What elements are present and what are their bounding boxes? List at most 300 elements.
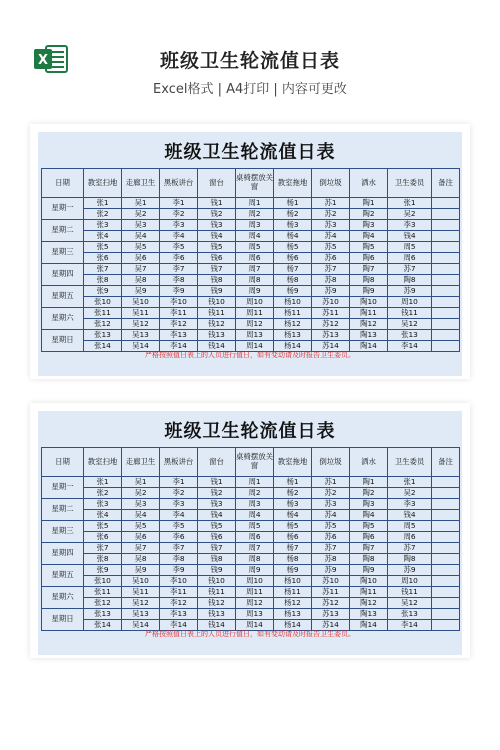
table-cell: 张14 [84, 341, 122, 352]
table-row [42, 510, 460, 521]
table-cell: 杨14 [274, 341, 312, 352]
table-cell: 杨3 [274, 499, 312, 510]
column-header: 黑板讲台 [160, 448, 198, 477]
column-header: 桌椅摆放关窗 [236, 169, 274, 198]
table-cell: 张8 [84, 275, 122, 286]
table-cell: 杨12 [274, 319, 312, 330]
table-cell: 吴2 [122, 488, 160, 499]
table-cell: 陶4 [350, 231, 388, 242]
table-cell: 周1 [236, 198, 274, 209]
column-header: 教室扫地 [84, 169, 122, 198]
table-cell: 李2 [160, 488, 198, 499]
table-cell: 杨1 [274, 477, 312, 488]
table-cell: 杨3 [274, 220, 312, 231]
table-cell: 张13 [388, 330, 432, 341]
table-cell: 周11 [236, 587, 274, 598]
table-cell: 杨1 [274, 198, 312, 209]
table-row [42, 598, 460, 609]
excel-logo-letter: X [37, 53, 49, 68]
table-row [42, 275, 460, 286]
table-cell: 钱5 [198, 242, 236, 253]
table-cell: 苏7 [312, 543, 350, 554]
table-cell: 张11 [84, 587, 122, 598]
day-cell: 星期二 [42, 499, 84, 521]
table-cell: 吴2 [122, 209, 160, 220]
table-cell: 陶3 [350, 499, 388, 510]
table-cell: 周6 [236, 532, 274, 543]
table-cell: 周8 [236, 275, 274, 286]
day-cell: 星期三 [42, 521, 84, 543]
table-cell: 苏9 [388, 565, 432, 576]
table-row [42, 532, 460, 543]
table-cell: 陶10 [350, 576, 388, 587]
table-row [42, 209, 460, 220]
table-cell: 陶8 [388, 554, 432, 565]
table-cell: 李11 [160, 587, 198, 598]
table-cell: 杨5 [274, 242, 312, 253]
table-cell: 杨5 [274, 521, 312, 532]
table-cell: 李2 [160, 209, 198, 220]
table-cell: 吴3 [122, 499, 160, 510]
table-cell: 李13 [160, 609, 198, 620]
table-row [42, 198, 460, 209]
table-cell: 苏3 [312, 220, 350, 231]
table-cell: 杨8 [274, 554, 312, 565]
column-header: 洒水 [350, 448, 388, 477]
table-cell: 周5 [236, 521, 274, 532]
table-cell: 李14 [160, 620, 198, 631]
table-cell: 杨4 [274, 231, 312, 242]
table-cell: 周2 [236, 488, 274, 499]
table-row [42, 521, 460, 532]
table-cell: 钱3 [198, 220, 236, 231]
table-cell: 张1 [84, 477, 122, 488]
table-cell: 周1 [236, 477, 274, 488]
sheet-preview-2 [30, 403, 470, 658]
table-cell: 钱12 [198, 319, 236, 330]
table-cell: 陶12 [350, 598, 388, 609]
day-cell: 星期三 [42, 242, 84, 264]
column-header: 日期 [42, 448, 84, 477]
table-cell: 苏6 [312, 253, 350, 264]
table-cell: 钱13 [198, 609, 236, 620]
table-cell: 张4 [84, 510, 122, 521]
table-cell: 张9 [84, 565, 122, 576]
table-cell [432, 576, 460, 587]
table-cell: 张2 [84, 209, 122, 220]
table-cell: 钱7 [198, 543, 236, 554]
table-cell: 钱13 [198, 330, 236, 341]
table-cell: 周4 [236, 231, 274, 242]
table-cell: 周7 [236, 264, 274, 275]
table-cell: 陶1 [350, 198, 388, 209]
day-cell: 星期日 [42, 609, 84, 631]
table-cell: 李7 [160, 264, 198, 275]
table-cell [432, 209, 460, 220]
table-cell: 周12 [236, 598, 274, 609]
table-cell: 周3 [236, 220, 274, 231]
table-cell: 苏1 [312, 198, 350, 209]
table-cell: 张8 [84, 554, 122, 565]
table-row [42, 308, 460, 319]
table-cell: 周9 [236, 286, 274, 297]
table-cell: 周13 [236, 330, 274, 341]
table-cell: 陶1 [350, 477, 388, 488]
table-cell: 杨12 [274, 598, 312, 609]
day-cell: 星期一 [42, 477, 84, 499]
table-cell: 陶5 [350, 521, 388, 532]
table-cell: 李11 [160, 308, 198, 319]
table-cell: 吴12 [388, 598, 432, 609]
table-cell: 李10 [160, 576, 198, 587]
table-cell: 苏9 [388, 286, 432, 297]
table-cell: 李3 [388, 220, 432, 231]
table-cell: 张12 [84, 598, 122, 609]
table-cell: 周3 [236, 499, 274, 510]
table-cell [432, 587, 460, 598]
table-cell: 钱6 [198, 253, 236, 264]
table-cell: 苏12 [312, 598, 350, 609]
table-cell: 杨9 [274, 286, 312, 297]
table-cell: 李12 [160, 598, 198, 609]
table-cell: 张3 [84, 499, 122, 510]
table-cell: 吴14 [122, 341, 160, 352]
table-row [42, 543, 460, 554]
column-header: 黑板讲台 [160, 169, 198, 198]
table-cell: 周14 [236, 620, 274, 631]
page-subtitle: Excel格式 | A4打印 | 内容可更改 [153, 82, 347, 97]
table-cell: 苏7 [312, 264, 350, 275]
table-cell: 李4 [160, 231, 198, 242]
table-cell [432, 308, 460, 319]
table-cell: 钱11 [388, 308, 432, 319]
table-cell [432, 242, 460, 253]
day-cell: 星期五 [42, 286, 84, 308]
table-cell: 杨9 [274, 565, 312, 576]
table-cell: 杨10 [274, 576, 312, 587]
table-cell: 陶5 [350, 242, 388, 253]
table-cell: 张6 [84, 253, 122, 264]
table-cell: 陶4 [350, 510, 388, 521]
notice-text: 严格按照值日表上的人员进行值日，如有变动请及时报告卫生委员。 [145, 351, 355, 359]
table-cell: 李8 [160, 554, 198, 565]
duty-table [41, 447, 460, 631]
table-cell: 吴13 [122, 609, 160, 620]
table-cell [432, 275, 460, 286]
table-cell [432, 554, 460, 565]
table-cell: 陶8 [388, 275, 432, 286]
table-cell: 杨14 [274, 620, 312, 631]
table-cell: 李14 [388, 620, 432, 631]
table-cell: 李13 [160, 330, 198, 341]
table-cell [432, 510, 460, 521]
table-cell: 苏14 [312, 620, 350, 631]
table-cell: 吴10 [122, 576, 160, 587]
day-cell: 星期四 [42, 264, 84, 286]
table-cell: 周7 [236, 543, 274, 554]
table-cell: 周5 [388, 242, 432, 253]
table-cell: 苏3 [312, 499, 350, 510]
table-cell: 吴1 [122, 477, 160, 488]
table-cell: 周12 [236, 319, 274, 330]
column-header: 桌椅摆放关窗 [236, 448, 274, 477]
table-cell: 钱2 [198, 209, 236, 220]
table-cell: 周10 [388, 297, 432, 308]
duty-table [41, 168, 460, 352]
table-row [42, 330, 460, 341]
table-cell: 苏9 [312, 565, 350, 576]
table-cell: 张11 [84, 308, 122, 319]
sheet-preview-1 [30, 124, 470, 379]
table-cell: 张6 [84, 532, 122, 543]
table-cell: 苏13 [312, 330, 350, 341]
table-cell: 张4 [84, 231, 122, 242]
table-cell: 苏14 [312, 341, 350, 352]
table-cell: 吴10 [122, 297, 160, 308]
column-header: 教室扫地 [84, 448, 122, 477]
table-cell: 钱12 [198, 598, 236, 609]
table-cell: 钱6 [198, 532, 236, 543]
table-cell: 钱2 [198, 488, 236, 499]
table-cell: 吴13 [122, 330, 160, 341]
table-cell [432, 477, 460, 488]
table-cell: 周6 [236, 253, 274, 264]
table-cell: 钱1 [198, 198, 236, 209]
table-cell: 陶7 [350, 543, 388, 554]
table-cell: 杨2 [274, 488, 312, 499]
table-cell: 周10 [388, 576, 432, 587]
table-row [42, 576, 460, 587]
table-cell: 陶13 [350, 609, 388, 620]
table-cell: 陶10 [350, 297, 388, 308]
table-cell [432, 253, 460, 264]
table-cell: 陶6 [350, 532, 388, 543]
table-cell: 陶14 [350, 341, 388, 352]
table-cell: 吴4 [122, 231, 160, 242]
table-cell: 钱10 [198, 297, 236, 308]
table-cell: 吴6 [122, 253, 160, 264]
table-cell: 吴9 [122, 286, 160, 297]
table-cell: 杨2 [274, 209, 312, 220]
table-cell: 李9 [160, 286, 198, 297]
table-cell: 钱11 [388, 587, 432, 598]
table-cell: 苏4 [312, 231, 350, 242]
column-header: 倒垃圾 [312, 448, 350, 477]
table-cell: 杨7 [274, 543, 312, 554]
table-cell [432, 220, 460, 231]
table-cell: 李5 [160, 521, 198, 532]
table-cell: 张13 [388, 609, 432, 620]
table-cell [432, 532, 460, 543]
table-row [42, 565, 460, 576]
table-cell: 张2 [84, 488, 122, 499]
table-cell: 陶9 [350, 286, 388, 297]
table-cell: 张5 [84, 521, 122, 532]
table-cell: 钱8 [198, 275, 236, 286]
table-row [42, 587, 460, 598]
table-cell [432, 231, 460, 242]
table-cell: 苏2 [312, 209, 350, 220]
table-cell: 张14 [84, 620, 122, 631]
table-cell: 张10 [84, 297, 122, 308]
column-header: 窗台 [198, 169, 236, 198]
column-header: 走廊卫生 [122, 448, 160, 477]
table-cell: 钱14 [198, 620, 236, 631]
table-cell: 杨4 [274, 510, 312, 521]
table-cell: 吴14 [122, 620, 160, 631]
table-row [42, 609, 460, 620]
table-cell [432, 198, 460, 209]
table-cell: 吴12 [388, 319, 432, 330]
table-cell: 陶2 [350, 488, 388, 499]
table-cell: 苏13 [312, 609, 350, 620]
day-cell: 星期四 [42, 543, 84, 565]
table-cell: 周6 [388, 253, 432, 264]
table-cell [432, 264, 460, 275]
table-cell: 陶13 [350, 330, 388, 341]
table-cell: 张1 [84, 198, 122, 209]
table-header-row [42, 448, 460, 477]
table-cell: 吴4 [122, 510, 160, 521]
page-title: 班级卫生轮流值日表 [159, 50, 340, 72]
table-cell: 陶6 [350, 253, 388, 264]
table-cell: 钱3 [198, 499, 236, 510]
table-cell: 周11 [236, 308, 274, 319]
table-cell: 周9 [236, 565, 274, 576]
sheet-panel [38, 132, 462, 376]
table-cell: 吴7 [122, 264, 160, 275]
table-cell: 钱8 [198, 554, 236, 565]
table-cell: 李1 [160, 477, 198, 488]
table-cell: 苏9 [312, 286, 350, 297]
table-cell: 杨10 [274, 297, 312, 308]
column-header: 卫生委员 [388, 169, 432, 198]
table-cell [432, 297, 460, 308]
table-cell: 吴8 [122, 275, 160, 286]
table-cell: 张3 [84, 220, 122, 231]
table-cell: 陶9 [350, 565, 388, 576]
table-cell: 吴9 [122, 565, 160, 576]
day-cell: 星期一 [42, 198, 84, 220]
day-cell: 星期六 [42, 308, 84, 330]
table-cell: 苏7 [388, 543, 432, 554]
table-cell: 苏12 [312, 319, 350, 330]
table-cell: 苏11 [312, 308, 350, 319]
column-header: 走廊卫生 [122, 169, 160, 198]
table-cell: 苏5 [312, 242, 350, 253]
table-cell: 苏6 [312, 532, 350, 543]
notice-text: 严格按照值日表上的人员进行值日，如有变动请及时报告卫生委员。 [145, 630, 355, 638]
table-cell: 周4 [236, 510, 274, 521]
table-cell [432, 499, 460, 510]
table-cell: 吴11 [122, 587, 160, 598]
table-cell: 苏10 [312, 297, 350, 308]
table-cell: 李12 [160, 319, 198, 330]
table-cell: 李5 [160, 242, 198, 253]
table-cell: 李3 [388, 499, 432, 510]
table-cell: 吴5 [122, 521, 160, 532]
table-cell: 吴12 [122, 319, 160, 330]
table-cell: 苏2 [312, 488, 350, 499]
table-cell: 陶7 [350, 264, 388, 275]
table-cell: 杨11 [274, 308, 312, 319]
column-header: 洒水 [350, 169, 388, 198]
table-cell: 周10 [236, 576, 274, 587]
table-cell [432, 488, 460, 499]
table-cell: 张13 [84, 330, 122, 341]
table-cell: 杨13 [274, 609, 312, 620]
table-cell: 钱4 [388, 231, 432, 242]
column-header: 卫生委员 [388, 448, 432, 477]
table-cell: 钱7 [198, 264, 236, 275]
table-cell: 张1 [388, 198, 432, 209]
table-cell: 李6 [160, 253, 198, 264]
table-cell: 张10 [84, 576, 122, 587]
table-cell: 吴2 [388, 488, 432, 499]
column-header: 窗台 [198, 448, 236, 477]
table-cell: 钱9 [198, 565, 236, 576]
table-cell: 杨13 [274, 330, 312, 341]
table-row [42, 242, 460, 253]
table-cell: 苏8 [312, 554, 350, 565]
table-cell: 李1 [160, 198, 198, 209]
table-cell: 苏4 [312, 510, 350, 521]
table-cell: 钱4 [198, 231, 236, 242]
table-cell: 李7 [160, 543, 198, 554]
table-cell: 周8 [236, 554, 274, 565]
table-cell: 吴7 [122, 543, 160, 554]
table-cell: 陶11 [350, 308, 388, 319]
day-cell: 星期五 [42, 565, 84, 587]
table-cell: 周13 [236, 609, 274, 620]
column-header: 备注 [432, 169, 460, 198]
table-cell: 李3 [160, 220, 198, 231]
table-cell: 李8 [160, 275, 198, 286]
table-cell: 苏10 [312, 576, 350, 587]
table-row [42, 286, 460, 297]
table-cell [432, 543, 460, 554]
table-row [42, 477, 460, 488]
table-cell: 张1 [388, 477, 432, 488]
table-cell: 张7 [84, 264, 122, 275]
table-cell [432, 598, 460, 609]
table-cell: 张7 [84, 543, 122, 554]
table-cell: 钱11 [198, 587, 236, 598]
table-cell: 吴11 [122, 308, 160, 319]
table-cell: 李6 [160, 532, 198, 543]
table-cell: 周14 [236, 341, 274, 352]
table-cell [432, 286, 460, 297]
table-cell: 钱4 [388, 510, 432, 521]
table-cell: 周2 [236, 209, 274, 220]
table-cell: 陶8 [350, 554, 388, 565]
table-cell: 周10 [236, 297, 274, 308]
table-cell: 钱4 [198, 510, 236, 521]
sheet-title: 班级卫生轮流值日表 [164, 142, 336, 163]
table-row [42, 499, 460, 510]
table-cell: 吴3 [122, 220, 160, 231]
table-cell: 杨7 [274, 264, 312, 275]
table-cell: 周6 [388, 532, 432, 543]
table-cell: 陶11 [350, 587, 388, 598]
table-row [42, 220, 460, 231]
table-cell: 李14 [388, 341, 432, 352]
column-header: 日期 [42, 169, 84, 198]
table-row [42, 297, 460, 308]
table-cell: 苏11 [312, 587, 350, 598]
table-cell: 吴2 [388, 209, 432, 220]
table-row [42, 253, 460, 264]
